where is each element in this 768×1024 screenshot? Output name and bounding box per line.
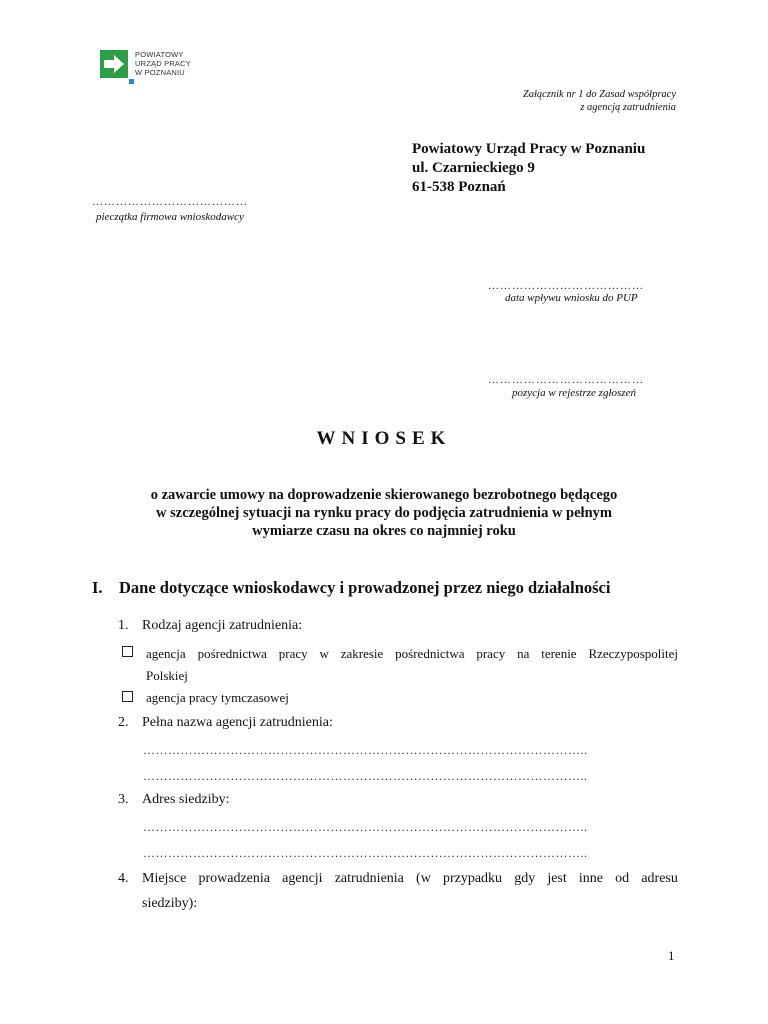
item-text-line [142, 866, 678, 891]
checkbox[interactable] [122, 691, 133, 702]
checkbox[interactable] [122, 646, 133, 657]
checkbox-option-placement-agency[interactable] [122, 643, 678, 683]
arrow-right-icon [103, 55, 125, 73]
item-number: 4. [118, 871, 129, 886]
item-word: inne [578, 871, 604, 886]
option-word: pracy [476, 646, 506, 661]
item-label: Rodzaj agencji zatrudnienia: [142, 618, 303, 633]
document-subtitle [0, 486, 768, 540]
receipt-date-field: ………………………………… [488, 280, 644, 292]
item-word: prowadzenia [198, 871, 270, 886]
option-word: pracy [278, 646, 308, 661]
option-word: pośrednictwa [395, 646, 465, 661]
form-item-agency-type [118, 618, 302, 634]
option-text-line [146, 643, 678, 665]
item-text-line: siedziby): [142, 896, 198, 911]
register-position-caption: pozycja w rejestrze zgłoszeń [512, 387, 636, 399]
subtitle-line: o zawarcie umowy na doprowadzenie skierowanego bezrobotnego będącego [150, 487, 618, 503]
item-word: zatrudnienia [334, 871, 404, 886]
register-position-field: ………………………………… [488, 374, 644, 386]
address-field-line[interactable]: …………………………………………………………………………………………….. [143, 820, 588, 834]
item-number: 3. [118, 792, 129, 807]
form-item-business-location [118, 866, 678, 916]
option-text-line: Polskiej [146, 668, 188, 683]
receipt-date-caption: data wpływu wniosku do PUP [505, 292, 638, 304]
item-number: 1. [118, 618, 129, 633]
subtitle-line: wymiarze czasu na okres co najmniej roku [252, 523, 516, 539]
section-title: Dane dotyczące wnioskodawcy i prowadzonej przez niego działalności [119, 578, 611, 597]
option-word: agencja [146, 646, 186, 661]
logo-text [135, 50, 191, 77]
item-word: od [615, 871, 630, 886]
recipient-name: Powiatowy Urząd Pracy w Poznaniu [412, 141, 646, 157]
page-number: 1 [668, 948, 675, 963]
item-label: Adres siedziby: [142, 792, 230, 807]
checkbox-option-temp-agency[interactable] [122, 690, 678, 708]
option-word: terenie [541, 646, 577, 661]
form-item-address [118, 792, 229, 808]
logo [100, 50, 210, 88]
section-number: I. [92, 578, 103, 597]
document-title: WNIOSEK [316, 428, 452, 449]
logo-line: URZĄD PRACY [135, 59, 191, 68]
form-item-full-name [118, 715, 333, 731]
stamp-caption: pieczątka firmowa wnioskodawcy [96, 211, 244, 223]
stamp-field: ………………………………… [92, 196, 248, 208]
item-word: agencji [282, 871, 323, 886]
item-word: przypadku [442, 871, 503, 886]
full-name-field-line[interactable]: …………………………………………………………………………………………….. [143, 743, 588, 757]
attachment-note [426, 88, 676, 114]
recipient-city: 61-538 Poznań [412, 179, 506, 195]
option-word: zakresie [340, 646, 384, 661]
option-label: agencja pracy tymczasowej [146, 690, 289, 705]
attachment-line: z agencją zatrudnienia [580, 102, 676, 113]
option-word: w [319, 646, 329, 661]
section-heading [92, 578, 610, 598]
attachment-line: Załącznik nr 1 do Zasad współpracy [522, 89, 676, 100]
logo-line: W POZNANIU [135, 68, 185, 77]
recipient-address [412, 140, 645, 197]
subtitle-line: w szczególnej sytuacji na rynku pracy do podjęcia zatrudnienia w pełnym [156, 505, 612, 521]
item-word: gdy [514, 871, 536, 886]
item-word: jest [547, 871, 567, 886]
item-word: adresu [641, 871, 678, 886]
logo-line: POWIATOWY [135, 50, 184, 59]
item-label: Pełna nazwa agencji zatrudnienia: [142, 715, 333, 730]
option-word: na [517, 646, 530, 661]
option-word: pośrednictwa [197, 646, 267, 661]
recipient-street: ul. Czarnieckiego 9 [412, 160, 535, 176]
item-word: (w [416, 871, 431, 886]
address-field-line[interactable]: …………………………………………………………………………………………….. [143, 846, 588, 860]
item-word: Miejsce [142, 871, 187, 886]
logo-mark [100, 50, 128, 78]
full-name-field-line[interactable]: …………………………………………………………………………………………….. [143, 769, 588, 783]
option-word: Rzeczypospolitej [588, 646, 678, 661]
item-number: 2. [118, 715, 129, 730]
logo-accent [129, 79, 134, 84]
